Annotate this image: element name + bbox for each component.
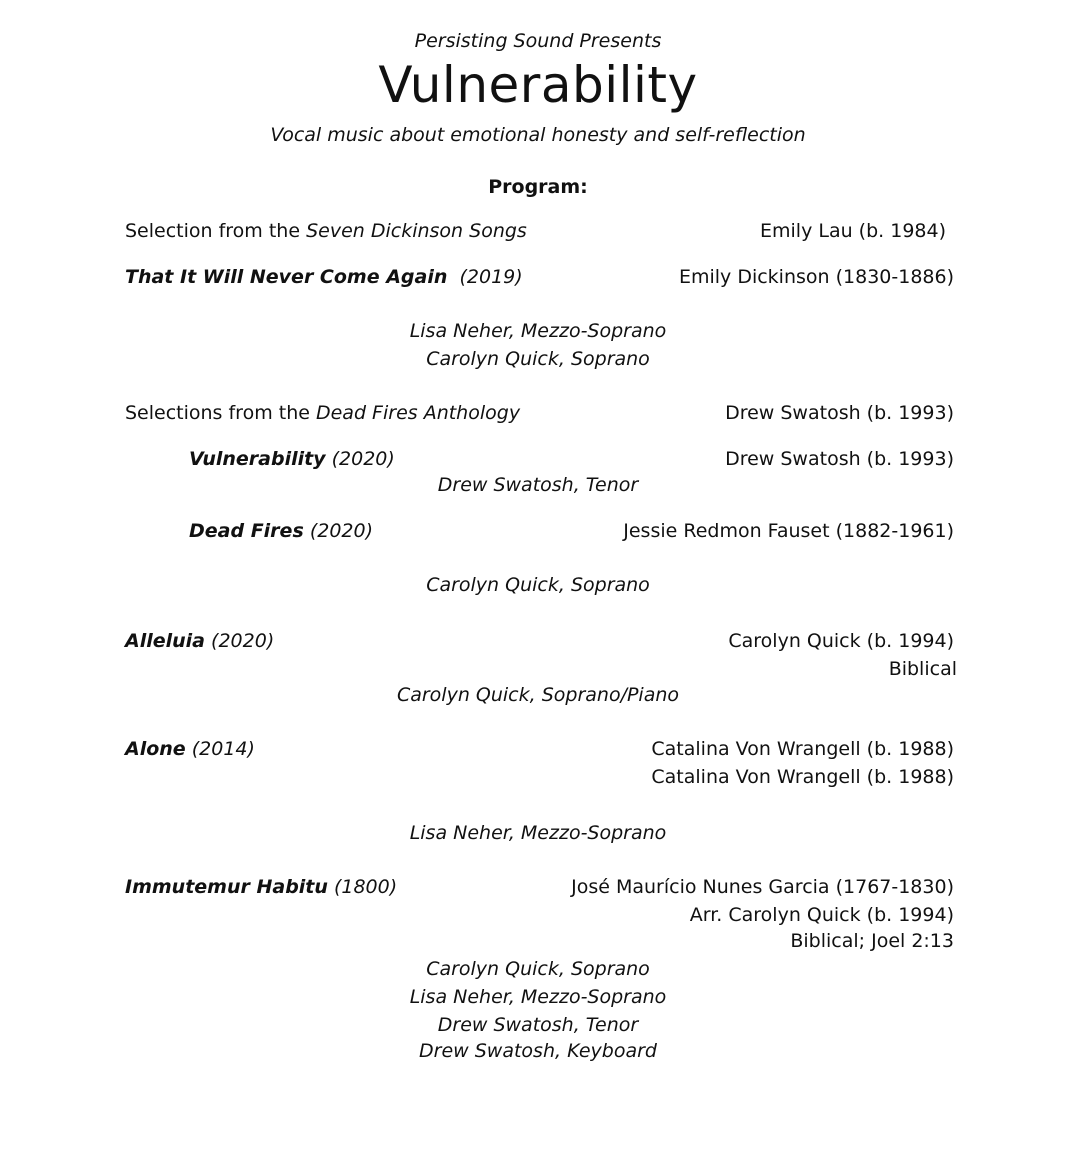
work-entry — [189, 519, 373, 543]
concert-title: Vulnerability — [378, 56, 698, 114]
poet-credit: Drew Swatosh (b. 1993) — [725, 448, 954, 470]
performer: Drew Swatosh, Tenor — [437, 1014, 639, 1036]
work-title: That It Will Never Come Again — [125, 266, 448, 288]
text-source: Biblical; Joel 2:13 — [790, 930, 954, 952]
performer: Lisa Neher, Mezzo-Soprano — [409, 320, 667, 342]
work-title: Alleluia — [125, 630, 205, 652]
performer: Carolyn Quick, Soprano — [426, 348, 650, 370]
composer-credit: Emily Lau (b. 1984) — [760, 220, 946, 242]
composer-credit: José Maurício Nunes Garcia (1767-1830) — [571, 876, 954, 898]
work-selection-line — [125, 401, 520, 425]
poet-credit: Emily Dickinson (1830-1886) — [678, 266, 954, 288]
composer-credit: Drew Swatosh (b. 1993) — [725, 402, 954, 424]
composer-credit: Catalina Von Wrangell (b. 1988) — [651, 738, 954, 760]
poet-credit: Catalina Von Wrangell (b. 1988) — [651, 766, 954, 788]
presenter-line: Persisting Sound Presents — [414, 30, 662, 52]
poet-credit: Jessie Redmon Fauset (1882-1961) — [623, 520, 954, 542]
work-entry — [125, 737, 255, 761]
work-year: (2019) — [459, 266, 523, 288]
performer: Carolyn Quick, Soprano — [426, 958, 650, 980]
work-entry — [125, 265, 523, 289]
performer: Carolyn Quick, Soprano/Piano — [396, 684, 680, 706]
work-year: (2020) — [331, 448, 395, 470]
performer: Carolyn Quick, Soprano — [426, 574, 650, 596]
work-year: (2020) — [211, 630, 275, 652]
arranger-credit: Arr. Carolyn Quick (b. 1994) — [689, 904, 954, 926]
concert-subtitle: Vocal music about emotional honesty and self-reflection — [270, 124, 806, 146]
performer: Lisa Neher, Mezzo-Soprano — [409, 822, 667, 844]
composer-credit: Carolyn Quick (b. 1994) — [728, 630, 954, 652]
work-title: Dead Fires Anthology — [315, 402, 521, 424]
performer: Lisa Neher, Mezzo-Soprano — [409, 986, 667, 1008]
text-source: Biblical — [888, 658, 957, 680]
work-prefix: Selection from the — [125, 220, 307, 242]
work-year: (2014) — [191, 738, 255, 760]
work-entry — [125, 875, 397, 899]
work-title: Vulnerability — [189, 448, 326, 470]
work-prefix: Selections from the — [125, 402, 316, 424]
work-selection-line — [125, 219, 527, 243]
work-title: Immutemur Habitu — [125, 876, 328, 898]
work-title: Dead Fires — [189, 520, 304, 542]
work-year: (2020) — [309, 520, 373, 542]
work-entry — [189, 447, 395, 471]
work-year: (1800) — [333, 876, 398, 898]
performer: Drew Swatosh, Tenor — [437, 474, 639, 496]
work-title: Seven Dickinson Songs — [306, 220, 527, 242]
work-title: Alone — [125, 738, 186, 760]
work-entry — [125, 629, 274, 653]
performer: Drew Swatosh, Keyboard — [419, 1040, 657, 1062]
program-heading: Program: — [488, 176, 588, 198]
